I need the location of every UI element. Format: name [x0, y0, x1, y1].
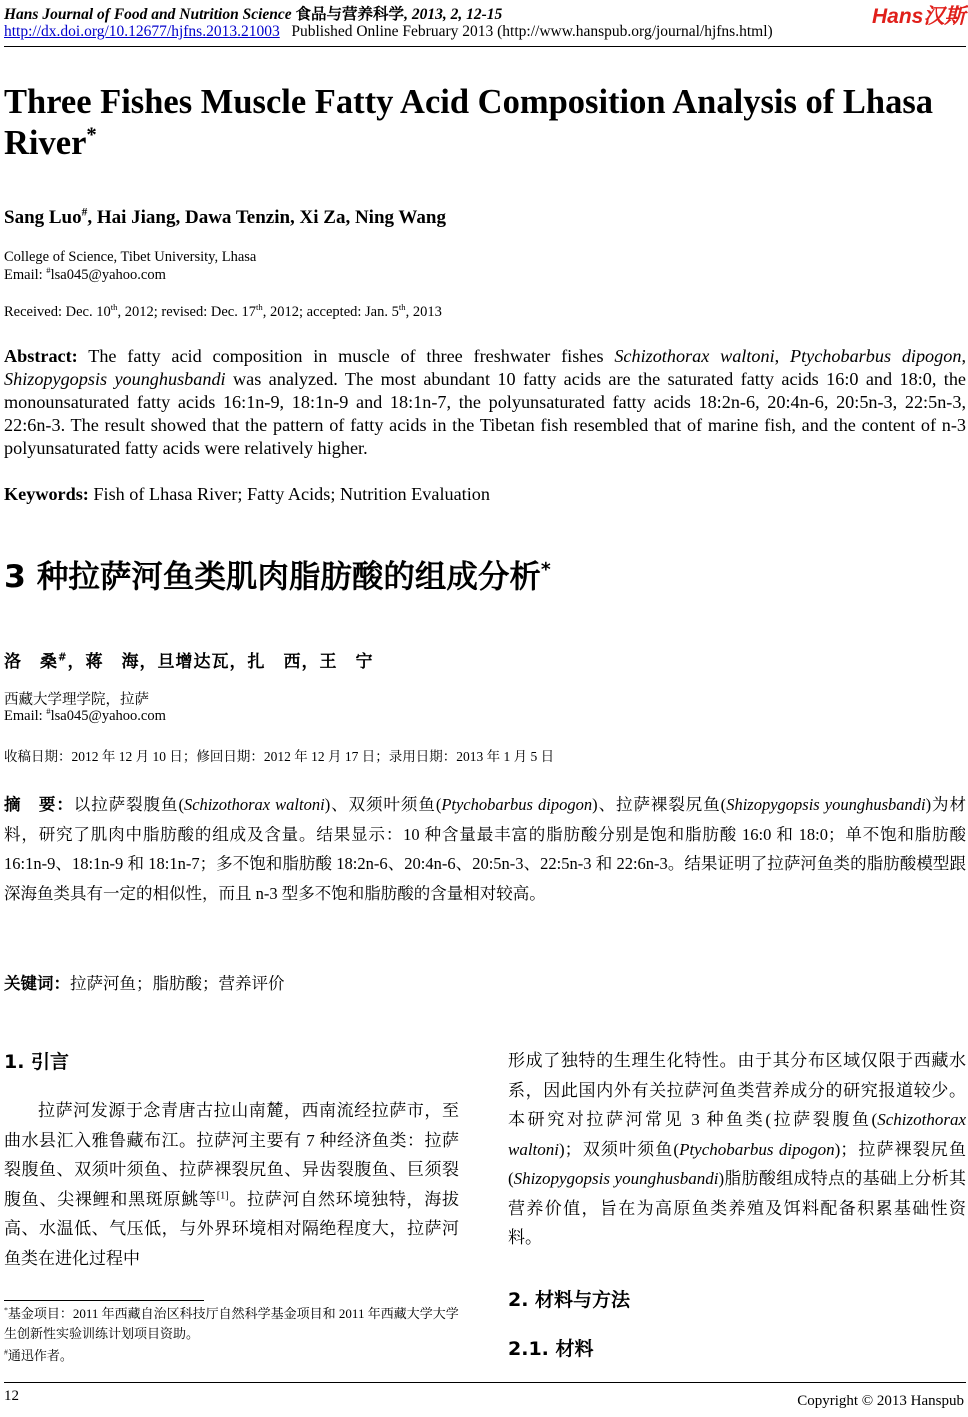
paper-title-en-text: Three Fishes Muscle Fatty Acid Composition Analysis of Lhasa River [4, 83, 934, 162]
dates-cn: 收稿日期：2012 年 12 月 10 日；修回日期：2012 年 12 月 17 日；录用日期：2013 年 1 月 5 日 [4, 749, 555, 764]
abstract-cn-text: )、双须叶须鱼( [324, 795, 442, 814]
fund-mark: * [4, 1305, 8, 1315]
species-name: Ptychobarbus dipogon [790, 346, 962, 366]
ordinal-th: th [398, 302, 406, 313]
species-name: Shizopygopsis younghusbandi [513, 1169, 719, 1188]
abstract-cn-text: 以拉萨裂腹鱼( [73, 795, 184, 814]
intro-left-column [4, 1096, 459, 1273]
author-cn-mark: # [58, 652, 68, 664]
authors-rest: , Hai Jiang, Dawa Tenzin, Xi Za, Ning Wang [87, 207, 446, 228]
footnote-divider [4, 1300, 204, 1301]
keywords-label: Keywords: [4, 484, 89, 504]
keywords-cn-label: 关键词： [4, 974, 70, 993]
corr-text: 通迅作者。 [7, 1348, 73, 1363]
journal-name: Hans Journal of Food and Nutrition Science [4, 6, 292, 23]
author-cn-first: 洛 桑 [4, 652, 58, 672]
intro-text: 拉萨河发源于念青唐古拉山南麓，西南流经拉萨市，至曲水县汇入雅鲁藏布江。拉萨河主要有 7 种经济鱼类：拉萨裂腹鱼、双须叶须鱼、拉萨裸裂尻鱼、异齿裂腹鱼、巨须裂腹鱼、尖裸鲤和黑斑原鮡等 [4, 1101, 459, 1209]
received-dates-en [4, 304, 442, 321]
paper-title-cn-text: 3 种拉萨河鱼类肌肉脂肪酸的组成分析 [4, 559, 541, 595]
journal-doi-line [4, 23, 773, 41]
abstract-label: Abstract: [4, 346, 78, 366]
intro-text: )脂肪酸组成特点的基础上分析其营养价值，旨在为高原鱼类养殖及饵料配备积累基础性资料。 [508, 1169, 966, 1247]
species-name: Schizothorax waltoni [183, 795, 325, 814]
authors-en [4, 207, 446, 229]
footnote-corresponding [4, 1346, 459, 1366]
received-date: Received: Dec. 10 [4, 304, 111, 320]
email-mark: # [46, 265, 51, 276]
published-online: Published Online February 2013 (http://www.hanspub.org/journal/hjfns.html) [291, 23, 773, 40]
header-divider [4, 46, 966, 47]
abstract-cn-label: 摘 要： [4, 795, 74, 814]
revised-date: , 2012; revised: Dec. 17 [117, 304, 256, 320]
author-mark: # [81, 206, 88, 219]
abstract-en [4, 345, 966, 460]
intro-right-column [508, 1046, 966, 1253]
keywords-cn [4, 969, 966, 999]
species-name: Shizopygopsis younghusbandi [4, 369, 226, 389]
hans-logo: Hans汉斯 [872, 5, 966, 28]
fund-text: 基金项目：2011 年西藏自治区科技厅自然科学基金项目和 2011 年西藏大学大学生创新性实验训练计划项目资助。 [4, 1306, 459, 1341]
section-1-heading: 1. 引言 [4, 1051, 70, 1073]
doi-link[interactable]: http://dx.doi.org/10.12677/hjfns.2013.21003 [4, 23, 280, 40]
footer-divider [4, 1382, 966, 1383]
intro-text: 。拉萨河自然环境独特，海拔高、水温低、气压低，与外界环境相对隔绝程度大，拉萨河鱼类在进化过程中 [4, 1189, 460, 1268]
species-name: Schizothorax waltoni [508, 1110, 966, 1159]
section-2-heading: 2. 材料与方法 [508, 1289, 631, 1311]
email-label: Email: [4, 708, 47, 724]
copyright: Copyright © 2013 Hanspub [797, 1393, 964, 1409]
authors-cn [4, 647, 374, 672]
abstract-text: was analyzed. The most abundant 10 fatty acids are the saturated fatty acids 16:0 and 18:0, the monounsaturated fatty acids 16:1n-9, 18:1n-9 and 18:1n-7, the polyunsaturated fatty acids 18:2n-6, 20:4n-6, 20:5n-3, 22:5n-3, 22:6n-3. The result showed that the pattern of fatty acids in the Tibetan fish resembled that of marine fish, and the content of n-3 polyunsaturated fatty acids were relatively higher. [4, 369, 966, 458]
authors-cn-rest: ，蒋 海，旦增达瓦，扎 西，王 宁 [67, 652, 374, 672]
email-address[interactable]: lsa045@yahoo.com [50, 708, 166, 724]
corr-mark: # [4, 1347, 8, 1357]
journal-name-cn: 食品与营养科学 [295, 6, 405, 23]
journal-header [4, 2, 502, 24]
email-address[interactable]: lsa045@yahoo.com [50, 267, 166, 283]
journal-citation: , 2013, 2, 12-15 [404, 6, 503, 23]
footnote-fund [4, 1304, 459, 1344]
affiliation-en: College of Science, Tibet University, Lhasa [4, 249, 257, 265]
abstract-text: , [961, 346, 966, 366]
species-name: Shizopygopsis younghusbandi [726, 795, 926, 814]
ordinal-th: th [256, 302, 263, 313]
email-mark: # [46, 706, 51, 717]
abstract-text: The fatty acid composition in muscle of three freshwater fishes [77, 346, 615, 366]
abstract-cn-text: )为材料，研究了肌肉中脂肪酸的组成及含量。结果显示：10 种含量最丰富的脂肪酸分别是饱和脂肪酸 16:0 和 18:0；单不饱和脂肪酸 16:1n-9、18:1n-9 和 18:1n-7；多不饱和脂肪酸 18:2n-6、20:4n-6、20:5n-3、22:5n-3 和 22:6n-3。结果证明了拉萨河鱼类的脂肪酸模型跟深海鱼类具有一定的相似性，而且 n-3 型多不饱和脂肪酸的含量相对较高。 [4, 795, 966, 903]
accepted-year: , 2013 [405, 304, 442, 320]
intro-text: 形成了独特的生理生化特性。由于其分布区域仅限于西藏水系，因此国内外有关拉萨河鱼类营养成分的研究报道较少。本研究对拉萨河常见 3 种鱼类(拉萨裂腹鱼( [508, 1051, 966, 1129]
author-first: Sang Luo [4, 207, 82, 228]
section-2-1-heading: 2.1. 材料 [508, 1338, 594, 1360]
email-en [4, 267, 166, 284]
species-name: Ptychobarbus dipogon [679, 1139, 835, 1159]
citation-ref[interactable]: [1] [216, 1189, 229, 1201]
page-number: 12 [4, 1388, 19, 1404]
intro-text: )；拉萨裸裂尻鱼( [508, 1139, 966, 1188]
title-footnote-mark: * [86, 124, 97, 147]
species-name: Schizothorax waltoni [614, 346, 775, 366]
paper-title-en [4, 82, 964, 164]
paper-title-cn [4, 552, 551, 597]
email-cn [4, 708, 166, 725]
accepted-date: , 2012; accepted: Jan. 5 [262, 304, 399, 320]
keywords-en [4, 483, 966, 506]
affiliation-cn: 西藏大学理学院，拉萨 [4, 692, 149, 708]
title-cn-footnote-mark: * [540, 558, 551, 581]
intro-text: )；双须叶须鱼( [559, 1139, 680, 1159]
keywords-cn-text: 拉萨河鱼；脂肪酸；营养评价 [70, 974, 285, 993]
abstract-cn-text: )、拉萨裸裂尻鱼( [592, 795, 727, 814]
ordinal-th: th [110, 302, 118, 313]
keywords-text: Fish of Lhasa River; Fatty Acids; Nutrition Evaluation [88, 484, 490, 504]
species-name: Ptychobarbus dipogon [441, 795, 593, 814]
abstract-cn [4, 790, 966, 908]
abstract-text: , [774, 346, 790, 366]
email-label: Email: [4, 267, 47, 283]
